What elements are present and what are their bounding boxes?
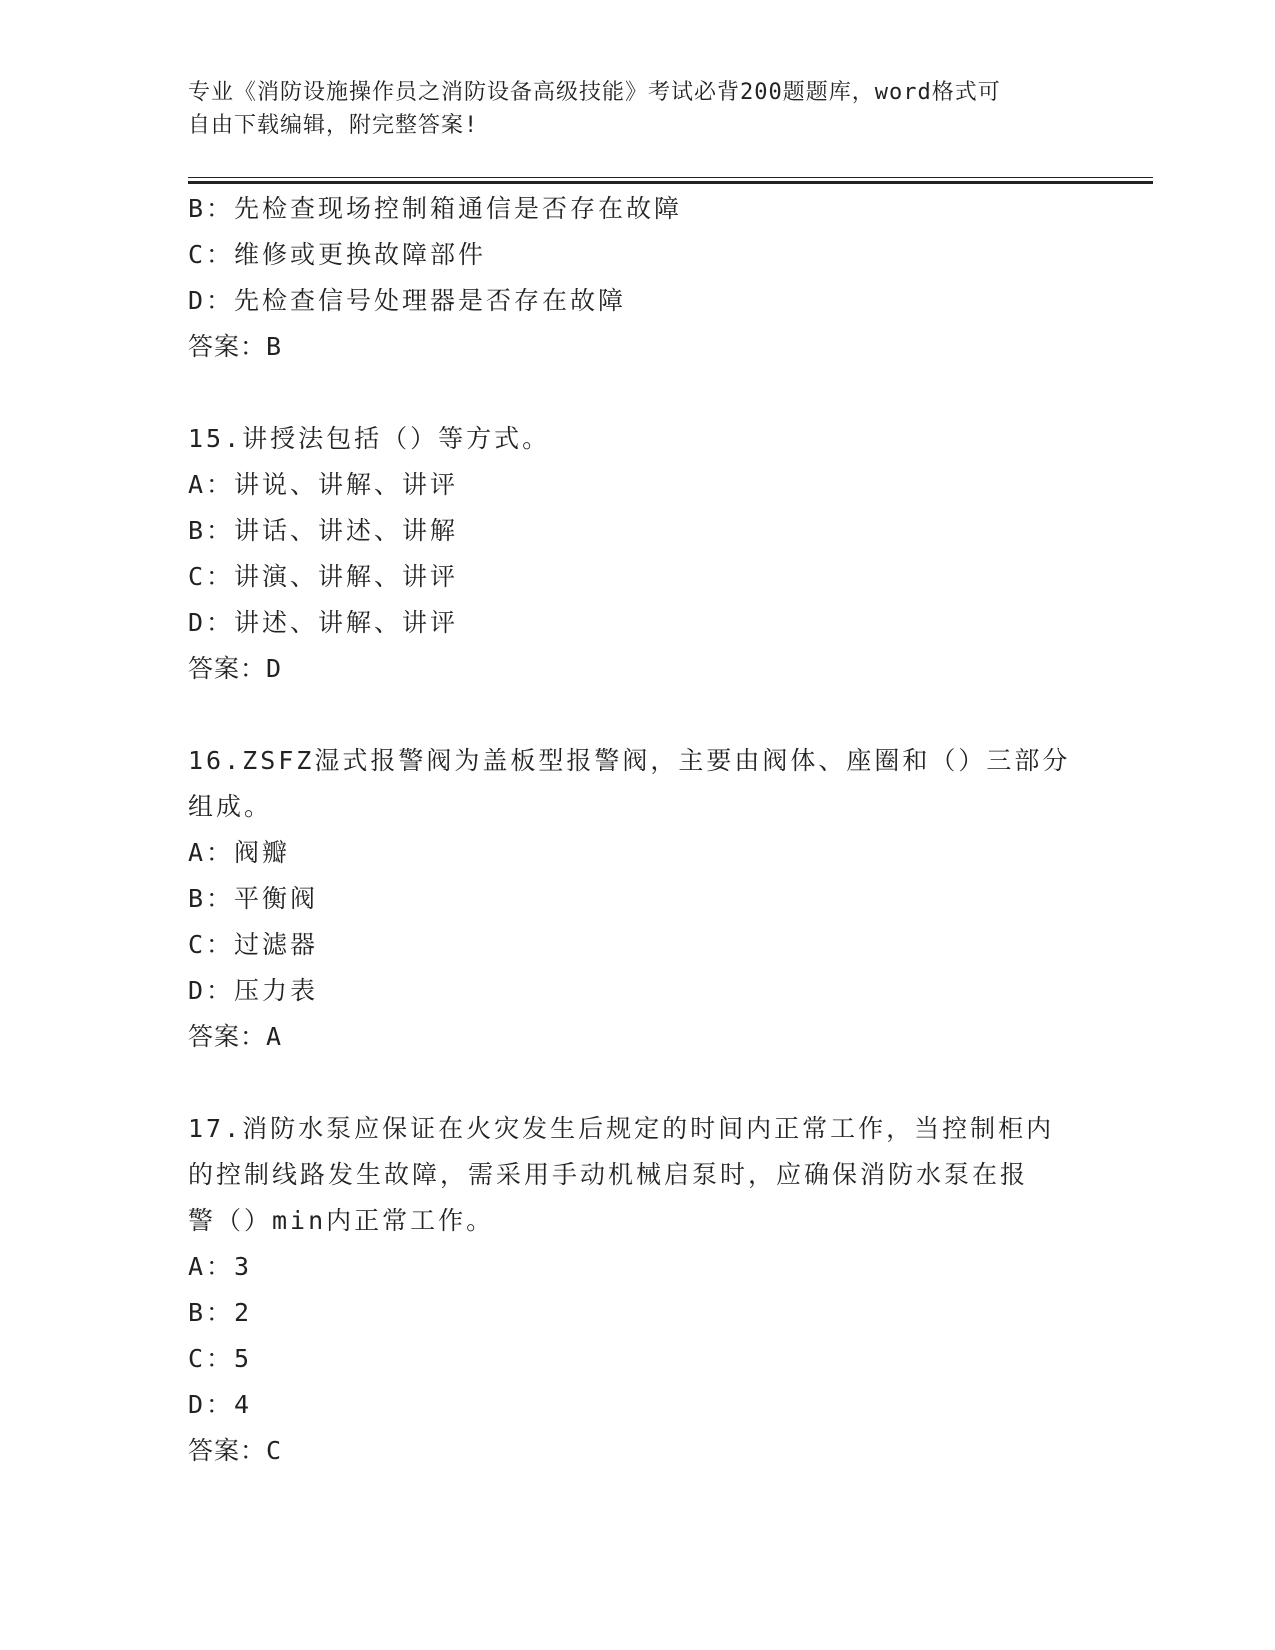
document-body (188, 186, 1088, 1474)
option-line: D：压力表 (188, 976, 319, 1005)
carryover-block (188, 186, 1088, 370)
option-line: C：5 (188, 1344, 253, 1373)
option-line: B：2 (188, 1298, 253, 1327)
question-block (188, 416, 1088, 692)
question-stem: 组成。 (188, 792, 273, 821)
document-header (188, 76, 1088, 142)
answer-line: 答案：D (188, 654, 283, 683)
option-line: A：3 (188, 1252, 253, 1281)
header-line-1: 专业《消防设施操作员之消防设备高级技能》考试必背200题题库，word格式可 (188, 80, 1001, 105)
option-line: C：讲演、讲解、讲评 (188, 562, 459, 591)
option-line: D：先检查信号处理器是否存在故障 (188, 286, 627, 315)
option-line: D：讲述、讲解、讲评 (188, 608, 459, 637)
header-line-2: 自由下载编辑，附完整答案! (188, 113, 479, 138)
question-stem: 16.ZSFZ湿式报警阀为盖板型报警阀，主要由阀体、座圈和（）三部分 (188, 746, 1071, 775)
option-line: A：阀瓣 (188, 838, 291, 867)
answer-line: 答案：B (188, 332, 283, 361)
option-line: B：先检查现场控制箱通信是否存在故障 (188, 194, 683, 223)
question-stem: 17.消防水泵应保证在火灾发生后规定的时间内正常工作，当控制柜内 (188, 1114, 1055, 1143)
header-rule-thick (188, 181, 1153, 184)
question-stem: 警（）min内正常工作。 (188, 1206, 495, 1235)
option-line: A：讲说、讲解、讲评 (188, 470, 459, 499)
question-block (188, 1106, 1088, 1474)
option-line: B：平衡阀 (188, 884, 319, 913)
question-stem: 15.讲授法包括（）等方式。 (188, 424, 551, 453)
option-line: D：4 (188, 1390, 253, 1419)
question-block (188, 738, 1088, 1060)
option-line: C：过滤器 (188, 930, 319, 959)
answer-line: 答案：C (188, 1436, 283, 1465)
option-line: C：维修或更换故障部件 (188, 240, 487, 269)
question-stem: 的控制线路发生故障，需采用手动机械启泵时，应确保消防水泵在报 (188, 1160, 1029, 1189)
answer-line: 答案：A (188, 1022, 283, 1051)
option-line: B：讲话、讲述、讲解 (188, 516, 459, 545)
header-rule-thin (188, 177, 1153, 178)
